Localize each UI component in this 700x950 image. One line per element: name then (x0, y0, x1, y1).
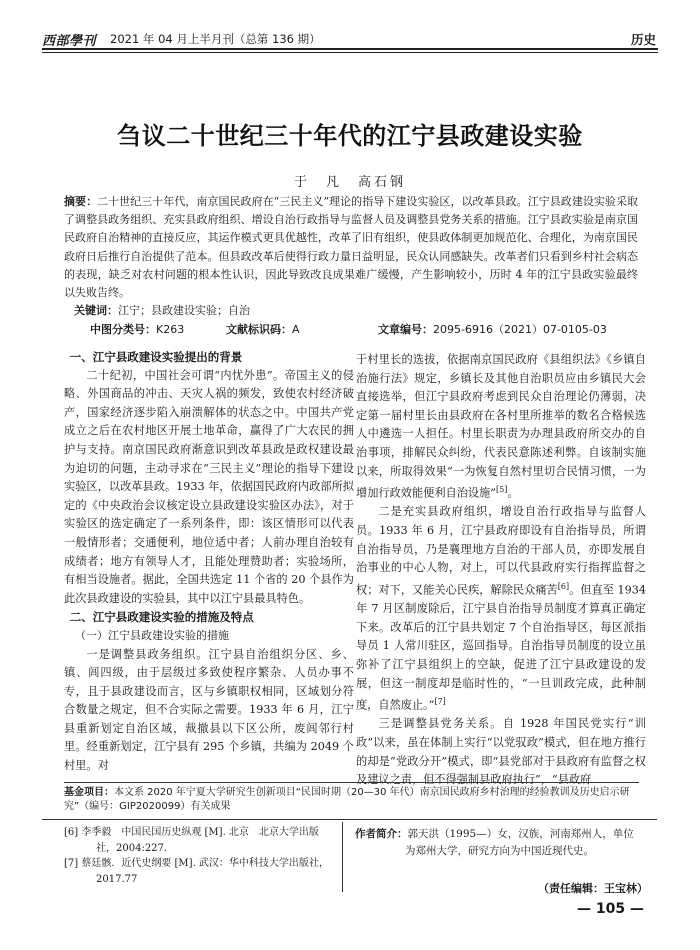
article-number-value: 2095-6916（2021）07-0105-03 (433, 323, 607, 336)
doc-code (226, 321, 300, 337)
doc-value: A (292, 323, 300, 336)
right-column (356, 351, 646, 790)
reference-item: [7] 蔡廷骸．近代史纲要 [M]. 武汉：华中科技大学出版社，2017.77 (64, 858, 329, 885)
article-title: 刍议二十世纪三十年代的江宁县政建设实验 (117, 121, 583, 150)
clc-value: K263 (156, 323, 185, 336)
clc-number (90, 321, 184, 337)
column-divider (342, 822, 343, 892)
doc-label: 文献标识码： (226, 323, 292, 336)
author-info-text: 郭天洪（1995—）女，汉族，河南郑州人，单位 (407, 828, 634, 840)
article-number-label: 文章编号： (378, 323, 433, 336)
citation: [6] (557, 581, 570, 591)
subsection-heading: （一）江宁县政建设实验的措施 (75, 628, 229, 642)
paragraph-text: 二是充实县政府组织，增设自治行政指导与监督人员。1933 年 6 月，江宁县政府即设有自治指导员，所谓自治指导员，乃是襄理地方自治的干部人员，亦即发展自治事业的中心人物，对上，可以代县政府实行指挥监督之权；对下，又能关心民疾，解除民众痛苦 (356, 505, 646, 597)
paragraph: 三是调整县党务关系。自 1928 年国民党实行“训政”以来，虽在体制上实行“以党驭政”模式，但在地方推行的却是“党政分开”模式，即“县党部对于县政府有监督之权及建议之责，但不得强制县政府执行”，“县政府 (356, 717, 646, 787)
clc-label: 中图分类号： (90, 323, 156, 336)
authors: 于 凡 高石钢 (293, 175, 406, 190)
header-rule-thin (42, 52, 658, 53)
running-header (42, 20, 658, 50)
journal-logo: 西部學刊 (42, 34, 97, 49)
abstract-text: 二十世纪三十年代，南京国民政府在“三民主义”理论的指导下建设实验区，以改革县政。江宁县政建设实验采取了调整县政务组织、充实县政府组织、增设自治行政指导与监督人员及调整县党务关系的措施。江宁县政实验是南京国民政府自治精神的直接反应，其运作模式更具优越性，改革了旧有组织，使县政体制更加规范化、合理化，为南京国民政府日后推行自治提供了范本。但县政改革后使得行政力量日益明显，民众认同感缺失。改革者们只看到乡村社会病态的表现，缺乏对农村问题的根本性认识，因此导致改良成果难广缓慢，产生影响较小，历时 4 年的江宁县政实验最终以失败告终。 (64, 195, 639, 300)
fund-rule (64, 782, 639, 783)
keywords-text: 江宁；县政建设实验；自治 (118, 304, 250, 317)
paragraph: 二十纪初，中国社会可谓“内忧外患”。帝国主义的侵略、外国商品的冲击、天灾人祸的频发，致使农村经济破产，国家经济逐步陷入崩溃解体的状态之中。中国共产党成立之后在农村地区开展土地革命，赢得了广大农民的拥护与支持。南京国民政府渐意识到改革县政是政权建设最为迫切的问题，主动寻求在“三民主义”理论的指导下建设实验区，以改革县政。1933 年，依据国民政府内政部所拟定的《中央政治会议核定设立县政建设实验区办法》，对于实验区的选定确定了一系列条件，即：该区情形可以代表一般情形者；交通便利，地位适中者；人前办理自治较有成绩者；地方有领导人才，且能处理赞助者；实验场所，有相当设施者。据此，全国共选定 11 个省的 20 个县作为此次县政建设的实验县，其中以江宁县最具特色。 (64, 368, 354, 605)
keywords-label: 关键词： (74, 304, 118, 317)
author-info (355, 826, 645, 860)
fund-text: 本文系 2020 年宁夏大学研究生创新项目“民国时期（20—30 年代）南京国民政府乡村治理的经验教训及历史启示研究”（编号：GIP2020099）有关成果 (64, 787, 630, 812)
paragraph-text: 。但直至 1934 年 7 月区制废除后，江宁县自治指导员制度才算真正确定下来。改革后的江宁县共划定 7 个自治指导区，每区派指导员 1 人常川驻区，巡回指导。自治指导员制度的设立虽弥补了江宁县组织上的空缺，促进了江宁县政建设的发展，但这一制度却是临时性的，“一旦训政完成，此种制度，自然废止。” (356, 583, 646, 712)
footnote-rule (42, 819, 657, 820)
section-label: 历史 (630, 32, 656, 47)
author-info-line-1 (355, 826, 645, 843)
reference-list (64, 825, 332, 887)
header-rule (42, 48, 658, 50)
fund-label: 基金项目： (64, 787, 114, 798)
fund-note (64, 786, 644, 814)
keywords (74, 302, 250, 318)
paragraph (356, 503, 646, 715)
responsible-editor: （责任编辑：王宝林） (538, 882, 648, 895)
abstract-label: 摘要： (64, 195, 98, 208)
citation: [7] (434, 697, 446, 707)
article-number (378, 321, 607, 337)
citation: [5] (495, 485, 508, 495)
author-info-label: 作者简介： (355, 828, 408, 840)
page-number: — 105 — (577, 901, 644, 917)
paragraph: 一是调整县政务组织。江宁县自治组织分区、乡、镇、闾四级，由于层级过多致使程序繁杂、人员办事不专，且于县政建设而言，区与乡镇职权相同，区域划分符合数量之规定，但不合实际之需要。1933 年 6 月，江宁县重新划定自治区域，裁撤县以下区公所，废闾邻行村里。经重新划定，江宁县有 295 个乡镇，共编为 2049 个村里。对 (64, 647, 354, 773)
reference-item: [6] 李季毅 中国民国历史纵观 [M]. 北京 北京大学出版社，2004:227. (64, 827, 319, 854)
paragraph-text: 于村里长的选拔，依据南京国民政府《县组织法》《乡镇自治施行法》规定，乡镇长及其他自治职员应由乡镇民大会直接选举，但江宁县政府考虑到民众自治理论仍薄弱，决定第一届村里长由县政府在各村里所推举的数名合格候选人中遴选一人担任。村里长职责为办理县政府所交办的自治事项，排解民众纠纷，代表民意陈述利弊。自该制实施以来，所取得效果“一为恢复自然村里切合民情习惯，一为增加行政效能便利自治设施” (356, 353, 646, 500)
section-heading-2: 二、江宁县政建设实验的措施及特点 (69, 610, 254, 625)
left-column (64, 348, 354, 776)
issue-info: 2021 年 04 月上半月刊（总第 136 期） (110, 32, 321, 46)
section-heading-1: 一、江宁县政建设实验提出的背景 (69, 350, 243, 364)
abstract (64, 193, 638, 302)
paragraph-text: 。 (507, 486, 519, 500)
author-info-line-2: 为郑州大学，研究方向为中国近现代史。 (405, 845, 594, 857)
paragraph (356, 351, 646, 503)
